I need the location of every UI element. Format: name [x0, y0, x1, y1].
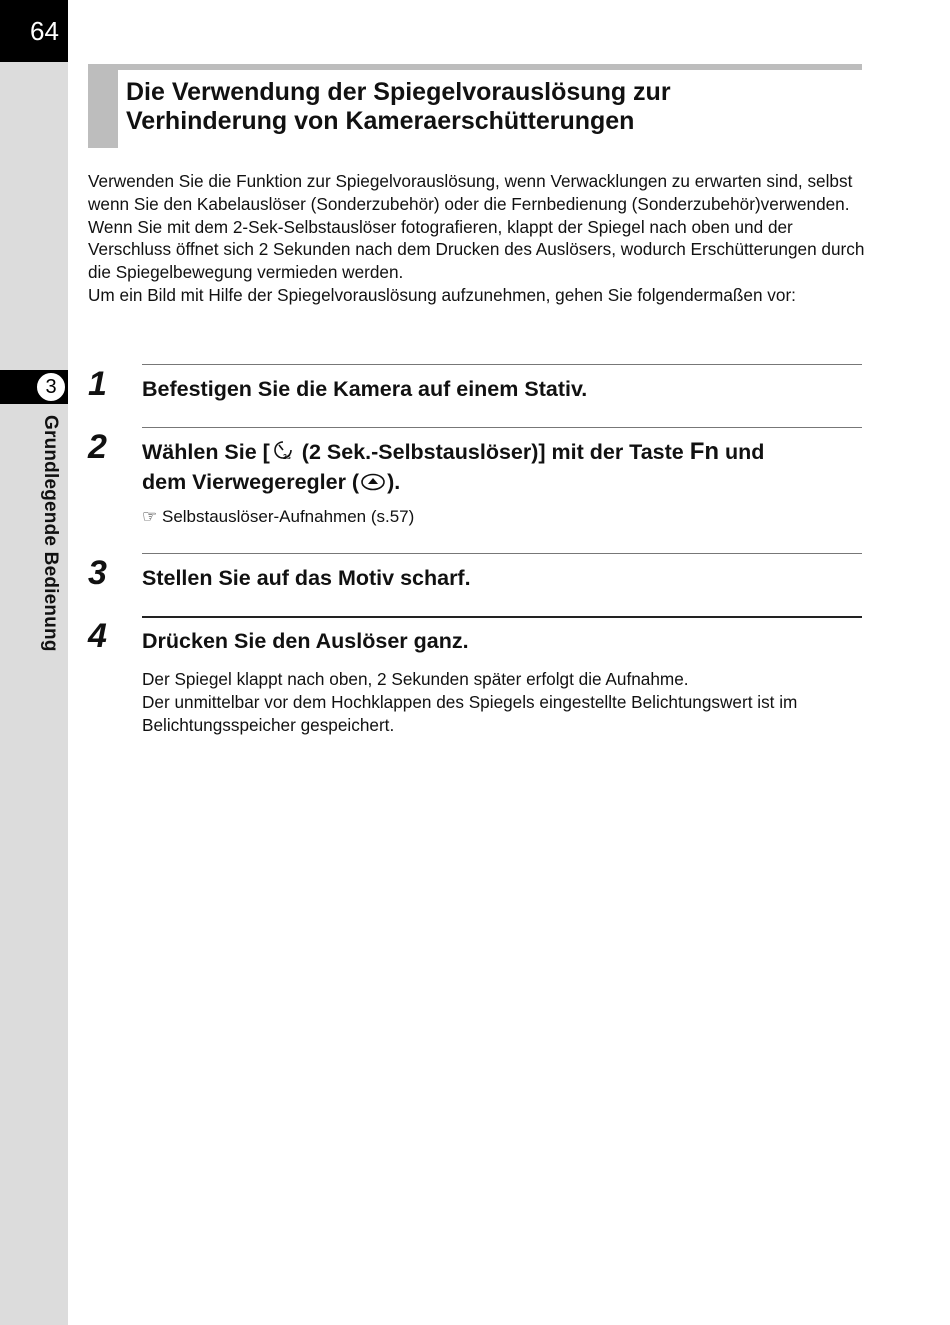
- section-title-line2: Verhinderung von Kameraerschütterungen: [126, 107, 635, 135]
- side-strip: [0, 0, 68, 1325]
- section-title: [126, 78, 856, 136]
- section-title-line1: Die Verwendung der Spiegelvorauslösung zur: [126, 78, 671, 106]
- page-number: 64: [0, 0, 68, 62]
- step-3-number: 3: [88, 554, 107, 592]
- step-2-text-part1: Wählen Sie [: [142, 440, 270, 464]
- step-2-reference: [142, 506, 414, 528]
- step-4-desc-2: Der unmittelbar vor dem Hochklappen des Spiegels eingestellte Belichtungswert ist im Belichtungsspeicher gespeichert.: [142, 692, 798, 735]
- step-4-desc-1: Der Spiegel klappt nach oben, 2 Sekunden später erfolgt die Aufnahme.: [142, 669, 689, 689]
- step-4-rule: [142, 616, 862, 618]
- intro-paragraph-1: Verwenden Sie die Funktion zur Spiegelvorauslösung, wenn Verwacklungen zu erwarten sind, selbst wenn Sie den Kabelauslöser (Sonderzubehör) oder die Fernbedienung (Sonderzubehör)verwenden.: [88, 171, 853, 214]
- step-2-rule: [142, 427, 862, 428]
- title-bar-left: [88, 64, 118, 148]
- step-2-text-line2-part1: dem Vierwegeregler (: [142, 470, 360, 494]
- four-way-controller-up-icon: [361, 470, 385, 498]
- intro-paragraph-3: Um ein Bild mit Hilfe der Spiegelvorauslösung aufzunehmen, gehen Sie folgendermaßen vor:: [88, 284, 796, 305]
- chapter-label: Grundlegende Bedienung: [40, 415, 61, 652]
- reference-link[interactable]: Selbstauslöser-Aufnahmen (s.57): [161, 507, 415, 526]
- intro-paragraph-2: Wenn Sie mit dem 2-Sek-Selbstauslöser fotografieren, klappt der Spiegel nach oben und der Verschluss öffnet sich 2 Sekunden nach dem Drucken des Auslösers, wodurch Erschütterungen durch die Spiegelbewegung vermieden werden.: [88, 216, 865, 283]
- step-2-text-part2: (2 Sek.-Selbstauslöser)] mit der Taste: [295, 440, 690, 464]
- step-2-text-part3: und: [719, 440, 765, 464]
- chapter-number: 3: [36, 372, 66, 402]
- fn-key-label: Fn: [689, 438, 720, 465]
- step-4-text: Drücken Sie den Auslöser ganz.: [142, 629, 469, 653]
- step-2-text-line2-part2: ).: [387, 470, 401, 494]
- title-bar-top: [88, 64, 862, 70]
- self-timer-2s-icon: [272, 439, 294, 468]
- step-1-rule: [142, 364, 862, 365]
- step-2-number: 2: [88, 428, 107, 466]
- step-3-text: Stellen Sie auf das Motiv scharf.: [142, 566, 471, 590]
- reference-hand-icon: ☞: [142, 507, 158, 526]
- step-1-number: 1: [88, 365, 107, 403]
- step-1-text: Befestigen Sie die Kamera auf einem Stativ.: [142, 377, 588, 401]
- step-3-rule: [142, 553, 862, 554]
- step-4-description: [142, 668, 867, 737]
- svg-text:2s: 2s: [282, 454, 291, 461]
- step-2-text: [142, 438, 862, 498]
- intro-text: [88, 170, 866, 307]
- step-4-number: 4: [88, 617, 107, 655]
